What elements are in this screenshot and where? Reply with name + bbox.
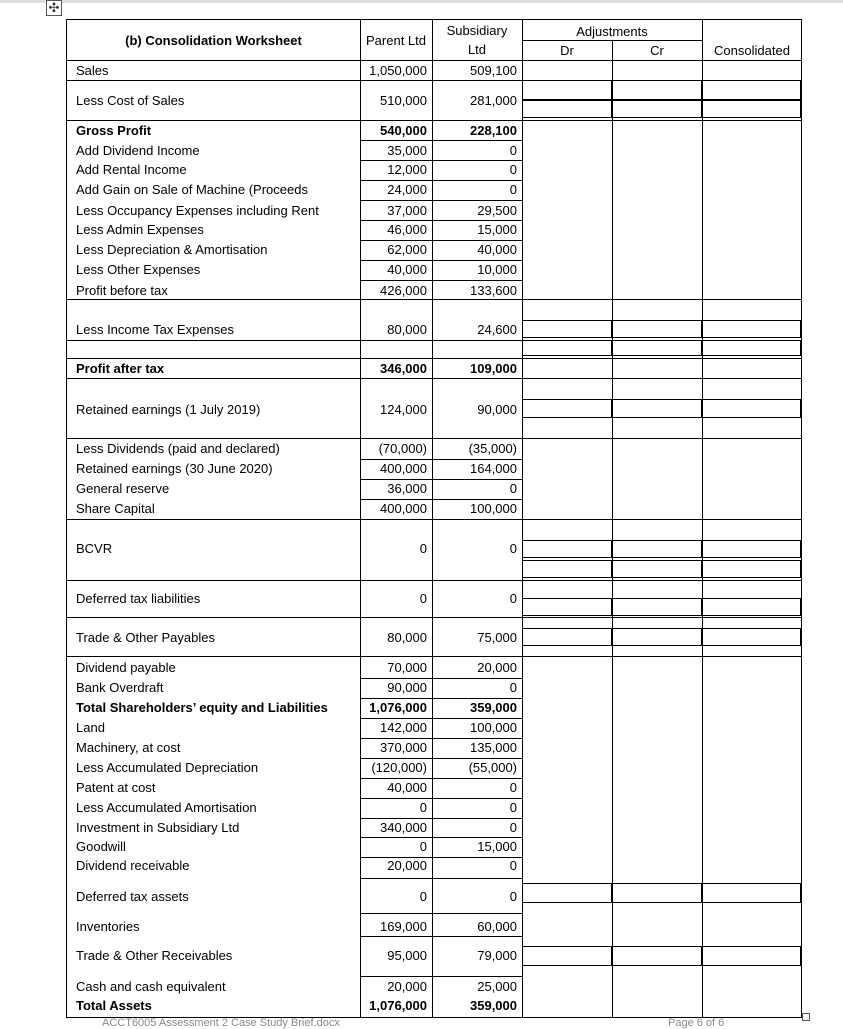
row-label: Trade & Other Payables — [76, 630, 215, 645]
parent-value: 1,076,000 — [369, 998, 427, 1013]
adjustment-entry-box[interactable] — [522, 883, 612, 903]
cell-divider — [360, 220, 522, 221]
cell-divider — [360, 878, 522, 879]
subsidiary-value: 15,000 — [477, 839, 517, 854]
column-divider — [612, 40, 613, 1018]
row-divider — [67, 378, 802, 379]
consolidated-header: Consolidated — [714, 43, 790, 58]
row-divider — [67, 120, 802, 121]
table-resize-handle-icon[interactable] — [802, 1013, 810, 1021]
subsidiary-value: 0 — [509, 820, 517, 835]
parent-value: 400,000 — [380, 501, 427, 516]
subsidiary-value: 20,000 — [477, 660, 517, 675]
subsidiary-value: 0 — [509, 481, 517, 496]
adjustment-entry-box[interactable] — [522, 100, 612, 118]
parent-value: 426,000 — [380, 283, 427, 298]
row-label: Less Admin Expenses — [76, 222, 204, 237]
row-label: Less Other Expenses — [76, 262, 201, 277]
subsidiary-value: 75,000 — [477, 630, 517, 645]
parent-value: 20,000 — [387, 979, 427, 994]
adjustment-entry-box[interactable] — [612, 946, 702, 966]
subsidiary-value: 133,600 — [470, 283, 517, 298]
row-divider — [67, 60, 802, 61]
adjustment-entry-box[interactable] — [702, 100, 801, 118]
table-move-handle-icon[interactable]: ✣ — [46, 0, 62, 16]
parent-value: 35,000 — [387, 143, 427, 158]
cell-divider — [360, 738, 522, 739]
row-label: Deferred tax liabilities — [76, 591, 201, 606]
parent-value: 36,000 — [387, 481, 427, 496]
adjustments-header: Adjustments — [576, 24, 648, 39]
subsidiary-value: 100,000 — [470, 720, 517, 735]
parent-value: 12,000 — [387, 162, 427, 177]
adjustment-entry-box[interactable] — [702, 883, 801, 903]
cell-divider — [360, 837, 522, 838]
subsidiary-value: 90,000 — [477, 402, 517, 417]
cell-divider — [360, 479, 522, 480]
parent-value: 0 — [419, 800, 427, 815]
row-label: Dividend payable — [76, 660, 176, 675]
row-label: Retained earnings (1 July 2019) — [76, 402, 261, 417]
cell-divider — [360, 698, 522, 699]
parent-value: 0 — [419, 839, 427, 854]
row-label: Trade & Other Receivables — [76, 948, 233, 963]
parent-value: 124,000 — [380, 402, 427, 417]
cell-divider — [360, 459, 522, 460]
row-divider — [67, 617, 802, 618]
parent-value: 1,076,000 — [369, 700, 427, 715]
row-label: Share Capital — [76, 501, 155, 516]
adjustment-entry-box[interactable] — [612, 320, 702, 338]
adjustment-entry-box[interactable] — [702, 540, 801, 558]
subsidiary-value: 40,000 — [477, 242, 517, 257]
subsidiary-value: 135,000 — [470, 740, 517, 755]
row-divider — [67, 358, 802, 359]
adjustment-entry-box[interactable] — [522, 946, 612, 966]
adjustment-entry-box[interactable] — [522, 399, 612, 418]
row-label: Investment in Subsidiary Ltd — [76, 820, 240, 835]
row-label: Less Cost of Sales — [76, 93, 185, 108]
worksheet-title: (b) Consolidation Worksheet — [125, 33, 302, 48]
row-divider — [67, 580, 802, 581]
subsidiary-value: 29,500 — [477, 203, 517, 218]
subsidiary-value: 509,100 — [470, 63, 517, 78]
subsidiary-column-header: Subsidiary — [446, 23, 508, 38]
cell-divider — [360, 240, 522, 241]
parent-value: 62,000 — [387, 242, 427, 257]
row-divider — [67, 519, 802, 520]
cell-divider — [360, 758, 522, 759]
parent-value: (70,000) — [378, 441, 427, 456]
row-label: Add Rental Income — [76, 162, 187, 177]
subsidiary-value: 0 — [509, 143, 517, 158]
parent-value: 0 — [419, 541, 427, 556]
subsidiary-value: 109,000 — [470, 361, 517, 376]
subsidiary-value: 0 — [509, 541, 517, 556]
parent-value: 0 — [419, 591, 427, 606]
row-label: Less Depreciation & Amortisation — [76, 242, 268, 257]
subsidiary-value: 79,000 — [477, 948, 517, 963]
adjustment-entry-box[interactable] — [702, 320, 801, 338]
adjustment-entry-box[interactable] — [522, 628, 612, 646]
subsidiary-value: (55,000) — [468, 760, 517, 775]
row-label: General reserve — [76, 481, 170, 496]
parent-value: 90,000 — [387, 680, 427, 695]
row-label: Less Income Tax Expenses — [76, 322, 235, 337]
row-label: BCVR — [76, 541, 113, 556]
parent-value: 70,000 — [387, 660, 427, 675]
adjustment-entry-box[interactable] — [702, 946, 801, 966]
header-divider — [522, 40, 702, 41]
adjustment-entry-box[interactable] — [612, 399, 702, 418]
row-label: Deferred tax assets — [76, 889, 189, 904]
subsidiary-value: 0 — [509, 800, 517, 815]
subsidiary-value: 0 — [509, 591, 517, 606]
adjustment-entry-box[interactable] — [702, 399, 801, 418]
row-label: Add Dividend Income — [76, 143, 200, 158]
adjustment-entry-box[interactable] — [612, 560, 702, 578]
row-label: Inventories — [76, 919, 140, 934]
adjustment-entry-box[interactable] — [702, 628, 801, 646]
cr-header: Cr — [650, 43, 664, 58]
adjustment-entry-box[interactable] — [612, 883, 702, 903]
adjustment-entry-box[interactable] — [612, 100, 702, 118]
parent-value: 46,000 — [387, 222, 427, 237]
subsidiary-column-header-ltd: Ltd — [467, 42, 487, 57]
parent-value: 80,000 — [387, 322, 427, 337]
row-divider — [67, 438, 802, 439]
cell-divider — [360, 976, 522, 977]
parent-value: 0 — [419, 889, 427, 904]
row-label: Machinery, at cost — [76, 740, 181, 755]
parent-value: 37,000 — [387, 203, 427, 218]
adjustment-entry-box[interactable] — [522, 340, 612, 356]
row-divider — [67, 656, 802, 657]
cell-divider — [360, 200, 522, 201]
cell-divider — [360, 160, 522, 161]
cell-divider — [360, 260, 522, 261]
adjustment-entry-box[interactable] — [612, 80, 702, 100]
parent-value: 40,000 — [387, 262, 427, 277]
row-label: Total Shareholders’ equity and Liabilities — [76, 700, 328, 715]
cell-divider — [360, 936, 522, 937]
subsidiary-value: 100,000 — [470, 501, 517, 516]
footer-page-number: Page 6 of 6 — [668, 1017, 725, 1029]
footer-filename: ACCT6005 Assessment 2 Case Study Brief.docx — [102, 1017, 340, 1029]
row-label: Patent at cost — [76, 780, 156, 795]
parent-value: 24,000 — [387, 182, 427, 197]
parent-value: 340,000 — [380, 820, 427, 835]
row-label: Land — [76, 720, 105, 735]
parent-value: 40,000 — [387, 780, 427, 795]
row-label: Goodwill — [76, 839, 126, 854]
parent-value: 20,000 — [387, 858, 427, 873]
parent-value: 370,000 — [380, 740, 427, 755]
parent-value: 346,000 — [380, 361, 427, 376]
parent-value: 510,000 — [380, 93, 427, 108]
adjustment-entry-box[interactable] — [522, 540, 612, 558]
row-label: Profit after tax — [76, 361, 165, 376]
subsidiary-value: 10,000 — [477, 262, 517, 277]
row-divider — [67, 299, 802, 300]
row-label: Less Accumulated Depreciation — [76, 760, 259, 775]
subsidiary-value: 0 — [509, 182, 517, 197]
parent-value: 142,000 — [380, 720, 427, 735]
adjustment-entry-box[interactable] — [702, 560, 801, 578]
cell-divider — [360, 718, 522, 719]
adjustment-entry-box[interactable] — [612, 540, 702, 558]
row-label: Gross Profit — [76, 123, 152, 138]
row-label: Profit before tax — [76, 283, 168, 298]
subsidiary-value: (35,000) — [468, 441, 517, 456]
parent-value: 169,000 — [380, 919, 427, 934]
row-label: Less Dividends (paid and declared) — [76, 441, 280, 456]
adjustment-entry-box[interactable] — [522, 560, 612, 578]
row-label: Retained earnings (30 June 2020) — [76, 461, 273, 476]
subsidiary-value: 359,000 — [470, 700, 517, 715]
row-label: Sales — [76, 63, 109, 78]
adjustment-entry-box[interactable] — [702, 340, 801, 356]
adjustment-entry-box[interactable] — [522, 320, 612, 338]
row-label: Less Accumulated Amortisation — [76, 800, 257, 815]
subsidiary-value: 24,600 — [477, 322, 517, 337]
cell-divider — [360, 140, 522, 141]
parent-value: 400,000 — [380, 461, 427, 476]
cell-divider — [360, 818, 522, 819]
cell-divider — [360, 499, 522, 500]
table-border-top — [67, 19, 802, 20]
parent-column-header: Parent Ltd — [366, 33, 426, 48]
cell-divider — [360, 798, 522, 799]
adjustment-entry-box[interactable] — [612, 598, 702, 616]
subsidiary-value: 228,100 — [470, 123, 517, 138]
subsidiary-value: 15,000 — [477, 222, 517, 237]
subsidiary-value: 0 — [509, 680, 517, 695]
adjustment-entry-box[interactable] — [612, 628, 702, 646]
subsidiary-value: 25,000 — [477, 979, 517, 994]
row-label: Less Occupancy Expenses including Rent — [76, 203, 319, 218]
cell-divider — [360, 778, 522, 779]
subsidiary-value: 0 — [509, 780, 517, 795]
parent-value: (120,000) — [371, 760, 427, 775]
adjustment-entry-box[interactable] — [702, 80, 801, 100]
adjustment-entry-box[interactable] — [522, 598, 612, 616]
subsidiary-value: 359,000 — [470, 998, 517, 1013]
parent-value: 80,000 — [387, 630, 427, 645]
cell-divider — [360, 180, 522, 181]
row-label: Dividend receivable — [76, 858, 190, 873]
row-label: Bank Overdraft — [76, 680, 164, 695]
adjustment-entry-box[interactable] — [522, 80, 612, 100]
subsidiary-value: 281,000 — [470, 93, 517, 108]
dr-header: Dr — [560, 43, 574, 58]
row-label: Cash and cash equivalent — [76, 979, 226, 994]
adjustment-entry-box[interactable] — [702, 598, 801, 616]
cell-divider — [360, 678, 522, 679]
row-label: Add Gain on Sale of Machine (Proceeds — [76, 182, 308, 197]
subsidiary-value: 0 — [509, 858, 517, 873]
subsidiary-value: 164,000 — [470, 461, 517, 476]
parent-value: 1,050,000 — [369, 63, 427, 78]
cell-divider — [360, 280, 522, 281]
window-edge — [0, 0, 843, 3]
parent-value: 540,000 — [380, 123, 427, 138]
row-label: Total Assets — [76, 998, 152, 1013]
parent-value: 95,000 — [387, 948, 427, 963]
cell-divider — [360, 913, 522, 914]
adjustment-entry-box[interactable] — [612, 340, 702, 356]
subsidiary-value: 0 — [509, 162, 517, 177]
subsidiary-value: 60,000 — [477, 919, 517, 934]
subsidiary-value: 0 — [509, 889, 517, 904]
